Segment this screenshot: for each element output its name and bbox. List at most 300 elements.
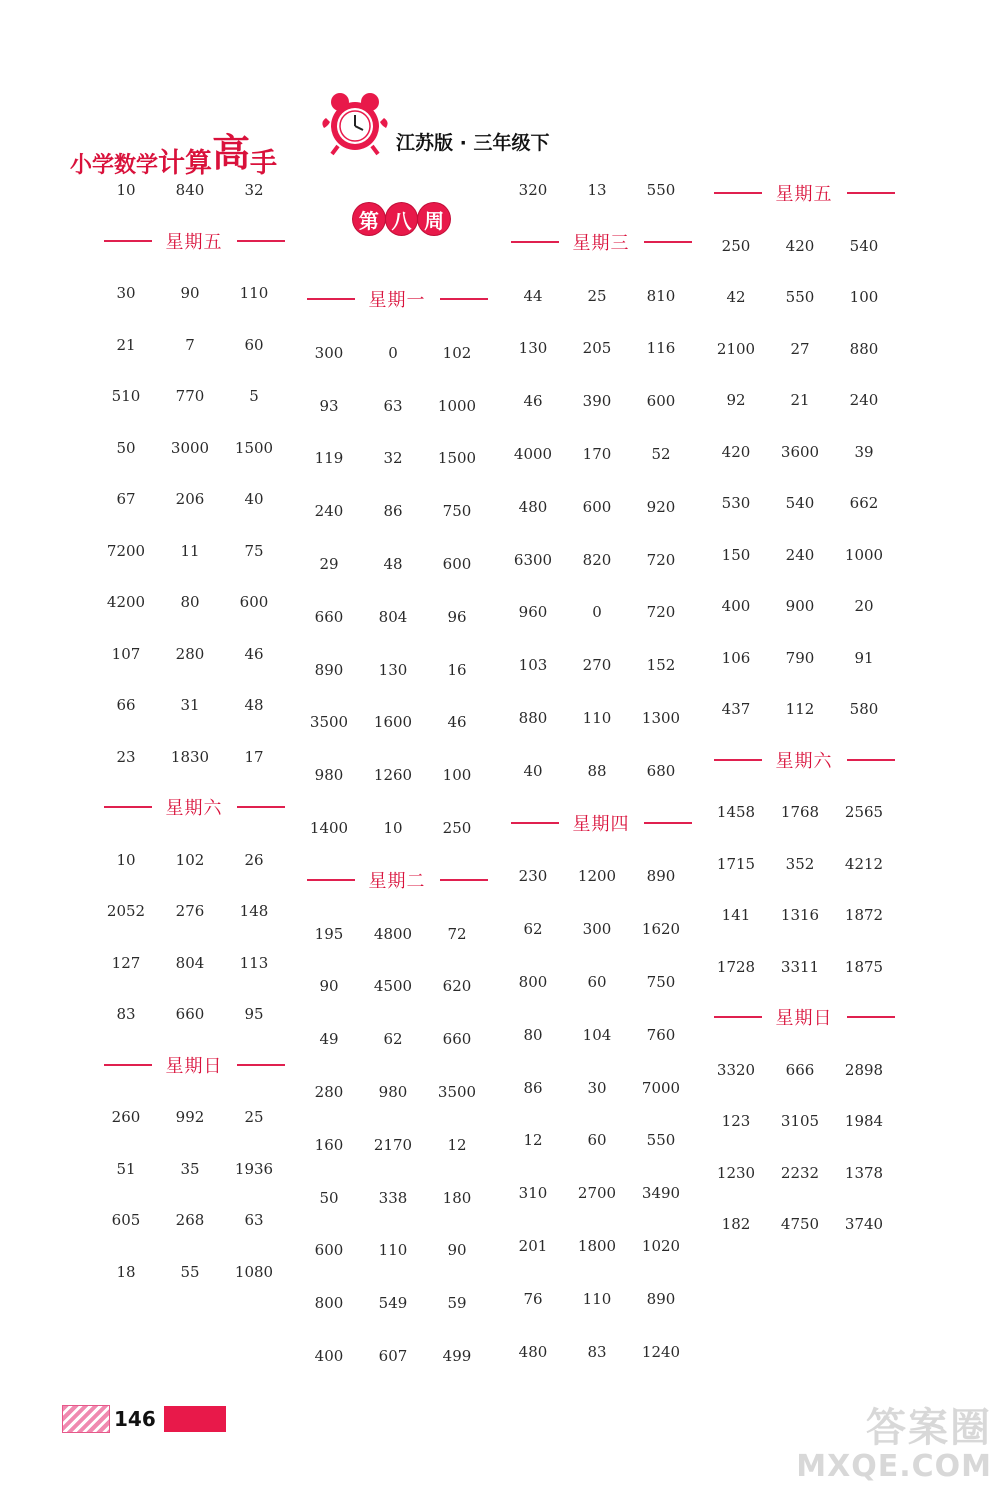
answer-value: 240 (785, 545, 815, 564)
weekday-label: 星期六 (165, 798, 223, 819)
answer-value: 260 (111, 1108, 141, 1126)
answer-value: 83 (116, 1005, 136, 1023)
weekday-label: 星期一 (368, 290, 426, 311)
answer-value: 1300 (641, 709, 681, 727)
page-color-bar (164, 1406, 226, 1432)
answer-value: 1240 (641, 1342, 681, 1361)
answer-value: 310 (518, 1184, 548, 1203)
answer-value: 67 (116, 490, 136, 508)
answer-row (501, 1340, 701, 1364)
answer-value: 3320 (716, 1060, 756, 1079)
answer-value: 760 (646, 1025, 676, 1044)
answer-value: 230 (518, 867, 548, 886)
answer-row (297, 605, 497, 629)
answer-row (704, 1161, 904, 1185)
heading-rule (714, 192, 762, 194)
answer-row (94, 333, 294, 357)
answer-value: 270 (582, 656, 612, 675)
answer-value: 46 (244, 644, 264, 663)
answer-value: 29 (319, 555, 339, 573)
answer-value: 86 (523, 1078, 543, 1097)
answer-value: 3490 (641, 1184, 681, 1203)
answer-value: 600 (314, 1241, 344, 1260)
answer-value: 51 (116, 1159, 136, 1178)
answer-value: 540 (849, 236, 879, 255)
answer-value: 1728 (716, 957, 756, 976)
answer-row (704, 594, 904, 618)
answer-value: 50 (319, 1188, 339, 1207)
answer-value: 3740 (844, 1215, 884, 1233)
answer-row (501, 1128, 701, 1152)
answer-value: 790 (785, 648, 815, 667)
answer-value: 59 (447, 1294, 467, 1313)
answer-value: 400 (721, 597, 751, 615)
answer-row (501, 336, 701, 360)
week-badge (352, 202, 450, 238)
answer-value: 240 (849, 391, 879, 409)
answer-row (297, 922, 497, 946)
answer-value: 46 (523, 392, 543, 411)
answer-value: 1000 (844, 545, 884, 564)
answer-value: 620 (442, 977, 472, 996)
heading-rule (847, 192, 895, 194)
answer-value: 3600 (780, 442, 820, 461)
page-number: 146 (114, 1407, 156, 1431)
answer-value: 980 (378, 1083, 408, 1101)
answer-value: 10 (116, 181, 136, 199)
answer-value: 27 (790, 339, 810, 358)
answer-value: 352 (785, 854, 815, 873)
answer-value: 66 (116, 696, 136, 714)
answer-value: 530 (721, 494, 751, 512)
answer-value: 1768 (780, 803, 820, 821)
heading-rule (714, 1016, 762, 1018)
answer-value: 2170 (373, 1135, 413, 1154)
title-part-3: 高 (212, 131, 251, 175)
answer-value: 50 (116, 438, 136, 457)
answer-row (704, 234, 904, 258)
answer-value: 800 (314, 1294, 344, 1313)
answer-row (297, 552, 497, 576)
answer-value: 820 (582, 550, 612, 569)
answer-value: 3105 (780, 1112, 820, 1130)
answer-row (704, 440, 904, 464)
answer-value: 1378 (844, 1163, 884, 1182)
answer-row (704, 1212, 904, 1236)
answer-value: 60 (587, 973, 607, 991)
answer-row (297, 974, 497, 998)
answer-value: 21 (790, 391, 810, 409)
answer-value: 1715 (716, 854, 756, 873)
answer-row (704, 646, 904, 670)
answer-value: 95 (244, 1005, 264, 1023)
answer-row (297, 658, 497, 682)
answer-value: 280 (175, 644, 205, 663)
heading-rule (847, 1016, 895, 1018)
answer-row (94, 642, 294, 666)
heading-rule (237, 806, 285, 808)
answer-value: 20 (854, 597, 874, 615)
answer-value: 880 (518, 709, 548, 727)
answer-row (94, 745, 294, 769)
answer-value: 23 (116, 747, 136, 766)
answer-row (501, 548, 701, 572)
answer-value: 5 (249, 387, 259, 405)
answer-value: 25 (244, 1108, 264, 1126)
answer-row (501, 284, 701, 308)
answer-row (297, 710, 497, 734)
answer-value: 320 (518, 181, 548, 199)
week-badge-char: 八 (385, 202, 419, 236)
answer-value: 499 (442, 1347, 472, 1365)
answer-value: 141 (721, 906, 751, 924)
answer-value: 62 (383, 1030, 403, 1049)
answer-value: 804 (378, 607, 408, 626)
answer-row (94, 1105, 294, 1129)
answer-value: 62 (523, 920, 543, 939)
answer-value: 123 (721, 1112, 751, 1130)
answer-value: 180 (442, 1188, 472, 1207)
answer-value: 40 (244, 490, 264, 508)
answer-value: 49 (319, 1030, 339, 1049)
answer-value: 960 (518, 603, 548, 622)
page-decoration (62, 1405, 110, 1433)
answer-value: 48 (383, 555, 403, 573)
answer-value: 63 (244, 1211, 264, 1229)
weekday-label: 星期二 (368, 870, 426, 892)
answer-row (297, 446, 497, 470)
answer-value: 1800 (577, 1237, 617, 1255)
answer-value: 195 (314, 924, 344, 943)
heading-rule (104, 240, 152, 242)
answer-row (704, 285, 904, 309)
answer-value: 550 (646, 181, 676, 199)
answer-value: 920 (646, 497, 676, 516)
answer-value: 92 (726, 391, 746, 409)
answer-value: 480 (518, 497, 548, 516)
answer-value: 1260 (373, 766, 413, 785)
answer-row (501, 706, 701, 730)
answer-value: 992 (175, 1108, 205, 1126)
answer-value: 840 (175, 181, 205, 199)
answer-value: 1984 (844, 1112, 884, 1130)
answer-value: 110 (239, 284, 269, 302)
answer-value: 1875 (844, 957, 884, 976)
week-badge-char: 周 (417, 202, 451, 236)
answer-value: 150 (721, 545, 751, 564)
answer-value: 152 (646, 656, 676, 675)
heading-rule (237, 1064, 285, 1066)
answer-value: 93 (319, 396, 339, 415)
answer-value: 1200 (577, 867, 617, 886)
answer-value: 250 (442, 819, 472, 837)
answer-value: 240 (314, 502, 344, 521)
answer-value: 83 (587, 1342, 607, 1361)
answer-value: 1080 (234, 1262, 274, 1281)
answer-row (297, 1291, 497, 1315)
heading-rule (104, 806, 152, 808)
answer-row (501, 389, 701, 413)
answer-row (501, 917, 701, 941)
answer-value: 420 (785, 236, 815, 255)
answer-value: 607 (378, 1347, 408, 1365)
answer-value: 4212 (844, 854, 884, 873)
answer-value: 16 (447, 660, 467, 679)
answer-value: 80 (180, 593, 200, 611)
weekday-heading (704, 747, 904, 773)
weekday-label: 星期六 (775, 750, 833, 772)
site-watermark (796, 1396, 992, 1484)
heading-rule (440, 879, 488, 881)
watermark-line-1: 答案圈 (866, 1405, 992, 1451)
answer-value: 119 (314, 449, 344, 468)
weekday-heading (501, 810, 701, 836)
answer-value: 890 (646, 867, 676, 886)
answer-value: 800 (518, 973, 548, 991)
answer-value: 300 (582, 920, 612, 939)
answer-value: 1020 (641, 1237, 681, 1255)
answer-value: 91 (854, 648, 874, 667)
answer-value: 106 (721, 648, 751, 667)
answer-row (94, 178, 294, 202)
answer-value: 268 (175, 1211, 205, 1229)
answer-value: 600 (582, 497, 612, 516)
heading-rule (237, 240, 285, 242)
weekday-heading (94, 794, 294, 820)
answer-value: 10 (116, 850, 136, 869)
answer-value: 48 (244, 696, 264, 714)
answer-value: 25 (587, 286, 607, 305)
answer-value: 60 (587, 1131, 607, 1150)
answer-value: 110 (582, 1289, 612, 1308)
answer-row (501, 495, 701, 519)
heading-rule (714, 759, 762, 761)
answer-value: 60 (244, 335, 264, 354)
week-badge-char: 第 (352, 202, 386, 236)
answer-value: 1500 (437, 449, 477, 468)
answer-value: 1620 (641, 920, 681, 939)
answer-value: 116 (646, 339, 676, 358)
answer-value: 680 (646, 761, 676, 780)
answer-value: 110 (582, 709, 612, 727)
book-title (70, 128, 277, 183)
answer-row (94, 848, 294, 872)
weekday-label: 星期五 (775, 184, 833, 205)
answer-row (297, 1186, 497, 1210)
answer-row (94, 590, 294, 614)
answer-value: 72 (447, 924, 467, 943)
answer-row (501, 653, 701, 677)
answer-value: 1500 (234, 438, 274, 457)
page-footer (62, 1404, 226, 1434)
answer-value: 890 (314, 660, 344, 679)
alarm-clock-icon (320, 88, 390, 158)
heading-rule (307, 298, 355, 300)
answer-value: 250 (721, 236, 751, 255)
answer-value: 2052 (106, 902, 146, 920)
answer-value: 550 (646, 1131, 676, 1150)
answer-value: 1458 (716, 803, 756, 821)
answer-value: 201 (518, 1237, 548, 1255)
answer-value: 1230 (716, 1163, 756, 1182)
answer-row (94, 1260, 294, 1284)
answer-value: 113 (239, 953, 269, 972)
answer-row (297, 763, 497, 787)
answer-value: 32 (383, 449, 403, 468)
answer-value: 182 (721, 1215, 751, 1233)
answer-row (501, 970, 701, 994)
answer-value: 100 (442, 766, 472, 785)
answer-value: 39 (854, 442, 874, 461)
answer-row (704, 852, 904, 876)
answer-value: 88 (587, 761, 607, 780)
answer-row (94, 899, 294, 923)
answer-row (94, 951, 294, 975)
answer-value: 1316 (780, 906, 820, 924)
answer-value: 1400 (309, 819, 349, 837)
answer-row (704, 1109, 904, 1133)
answer-value: 206 (175, 490, 205, 508)
answer-row (501, 759, 701, 783)
answer-value: 1872 (844, 906, 884, 924)
answer-value: 127 (111, 953, 141, 972)
answer-value: 980 (314, 766, 344, 785)
answer-row (297, 1133, 497, 1157)
answer-value: 112 (785, 700, 815, 718)
answer-value: 7 (185, 335, 195, 354)
title-part-4: 手 (250, 148, 278, 179)
answer-row (297, 1238, 497, 1262)
answer-value: 90 (447, 1241, 467, 1260)
answer-value: 102 (175, 850, 205, 869)
answer-row (297, 1344, 497, 1368)
answer-row (704, 388, 904, 412)
answer-value: 52 (651, 445, 671, 463)
answer-row (501, 1076, 701, 1100)
weekday-label: 星期四 (572, 813, 630, 835)
answer-value: 76 (523, 1289, 543, 1308)
heading-rule (511, 241, 559, 243)
answer-row (501, 442, 701, 466)
weekday-label: 星期五 (165, 231, 223, 253)
answer-value: 880 (849, 339, 879, 358)
answer-value: 540 (785, 494, 815, 512)
answer-row (704, 337, 904, 361)
answer-row (501, 1181, 701, 1205)
answer-value: 804 (175, 953, 205, 972)
weekday-heading (94, 228, 294, 254)
answer-value: 4750 (780, 1215, 820, 1233)
answer-value: 2232 (780, 1163, 820, 1182)
answer-value: 720 (646, 603, 676, 622)
answer-value: 600 (646, 392, 676, 411)
answer-row (704, 955, 904, 979)
answer-value: 130 (378, 660, 408, 679)
title-part-1: 小学数学 (70, 153, 159, 178)
answer-row (704, 1058, 904, 1082)
answer-value: 7200 (106, 541, 146, 560)
answer-value: 400 (314, 1347, 344, 1365)
answer-value: 390 (582, 392, 612, 411)
page-header (70, 88, 630, 179)
weekday-heading (297, 867, 497, 893)
title-part-2: 计算 (158, 148, 213, 179)
answer-value: 32 (244, 181, 264, 199)
answer-value: 338 (378, 1188, 408, 1207)
answer-value: 18 (116, 1262, 136, 1281)
answer-value: 30 (116, 284, 136, 302)
weekday-heading (704, 1004, 904, 1030)
answer-value: 276 (175, 902, 205, 920)
answer-value: 3000 (170, 438, 210, 457)
answer-value: 1830 (170, 747, 210, 766)
answer-row (94, 693, 294, 717)
watermark-line-2: MXQE.COM (796, 1449, 992, 1484)
answer-value: 900 (785, 597, 815, 615)
answer-row (297, 499, 497, 523)
answer-value: 44 (523, 286, 543, 305)
answer-value: 75 (244, 541, 264, 560)
answer-row (94, 1208, 294, 1232)
answer-value: 660 (442, 1030, 472, 1049)
weekday-heading (501, 229, 701, 255)
answer-value: 810 (646, 286, 676, 305)
answer-value: 26 (244, 850, 264, 869)
weekday-label: 星期日 (775, 1008, 833, 1029)
answer-row (704, 903, 904, 927)
answer-value: 12 (447, 1135, 467, 1154)
answer-value: 96 (447, 607, 467, 626)
heading-rule (847, 759, 895, 761)
answer-value: 2100 (716, 339, 756, 358)
answer-value: 103 (518, 656, 548, 675)
answer-value: 130 (518, 339, 548, 358)
answer-value: 3500 (437, 1083, 477, 1101)
heading-rule (644, 241, 692, 243)
answer-row (704, 800, 904, 824)
answer-value: 510 (111, 387, 141, 405)
answer-value: 31 (180, 696, 200, 714)
answer-value: 205 (582, 339, 612, 358)
weekday-heading (94, 1052, 294, 1078)
answer-value: 660 (314, 607, 344, 626)
answer-value: 770 (175, 387, 205, 405)
answer-value: 600 (239, 593, 269, 611)
answer-value: 110 (378, 1241, 408, 1260)
weekday-heading (297, 286, 497, 312)
heading-rule (104, 1064, 152, 1066)
answer-row (297, 394, 497, 418)
answer-row (94, 436, 294, 460)
answer-value: 90 (180, 284, 200, 302)
heading-rule (644, 822, 692, 824)
answer-value: 4800 (373, 924, 413, 943)
answer-value: 3311 (780, 957, 820, 976)
answer-value: 17 (244, 747, 264, 766)
answer-value: 107 (111, 644, 141, 663)
answer-value: 170 (582, 445, 612, 463)
answer-value: 890 (646, 1289, 676, 1308)
answer-row (704, 543, 904, 567)
answer-value: 10 (383, 819, 403, 837)
answer-value: 55 (180, 1262, 200, 1281)
answer-row (704, 697, 904, 721)
answer-value: 480 (518, 1342, 548, 1361)
answer-value: 2700 (577, 1184, 617, 1203)
answer-row (297, 1027, 497, 1051)
heading-rule (511, 822, 559, 824)
answer-value: 549 (378, 1294, 408, 1313)
